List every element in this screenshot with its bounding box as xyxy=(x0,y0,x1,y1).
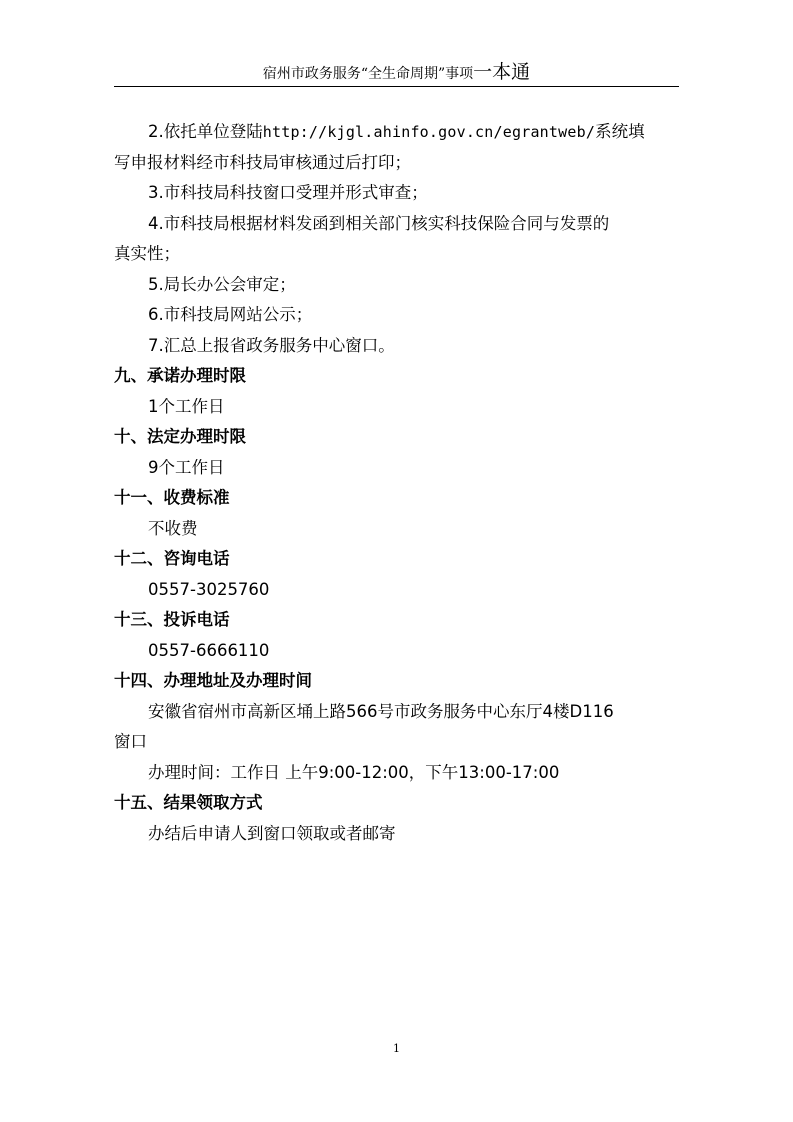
legal-time-value: 9个工作日 xyxy=(148,457,225,477)
step-2-continued: 写申报材料经市科技局审核通过后打印； xyxy=(114,152,411,172)
step-2-url: http://kjgl.ahinfo.gov.cn/egrantweb/ xyxy=(262,123,596,141)
promise-time-value: 1个工作日 xyxy=(148,396,225,416)
section-heading-legal-time: 十、法定办理时限 xyxy=(114,427,246,446)
step-3: 3.市科技局科技窗口受理并形式审查； xyxy=(148,183,428,202)
step-6: 6.市科技局网站公示； xyxy=(148,305,313,324)
section-heading-consult-phone: 十二、咨询电话 xyxy=(114,549,230,568)
step-4-continued: 真实性； xyxy=(114,244,180,263)
consult-phone-value: 0557-3025760 xyxy=(148,579,270,599)
header-divider xyxy=(114,86,679,87)
section-heading-complaint-phone: 十三、投诉电话 xyxy=(114,610,230,629)
fee-value: 不收费 xyxy=(148,518,198,538)
address-line-2: 窗口 xyxy=(114,732,147,751)
step-5: 5.局长办公会审定； xyxy=(148,274,296,294)
section-heading-promise-time: 九、承诺办理时限 xyxy=(114,366,246,385)
header-title: 宿州市政务服务“全生命周期”事项 xyxy=(262,66,474,82)
step-4: 4.市科技局根据材料发函到相关部门核实科技保险合同与发票的 xyxy=(148,213,610,233)
address-line-1: 安徽省宿州市高新区埇上路566号市政务服务中心东厅4楼D116 xyxy=(148,701,614,721)
page-header xyxy=(0,62,793,84)
step-2 xyxy=(114,117,679,148)
office-hours: 办理时间：工作日 上午9:00-12:00，下午13:00-17:00 xyxy=(148,762,560,782)
complaint-phone-value: 0557-6666110 xyxy=(148,640,270,660)
step-7: 7.汇总上报省政务服务中心窗口。 xyxy=(148,335,395,355)
section-heading-fee: 十一、收费标准 xyxy=(114,488,230,507)
step-2-suffix: 系统填 xyxy=(595,122,645,141)
result-value: 办结后申请人到窗口领取或者邮寄 xyxy=(148,823,396,843)
page-number: 1 xyxy=(393,1042,400,1055)
section-heading-result: 十五、结果领取方式 xyxy=(114,793,263,812)
header-title-suffix: 一本通 xyxy=(473,61,531,83)
section-heading-address: 十四、办理地址及办理时间 xyxy=(114,671,312,690)
document-body xyxy=(114,117,679,849)
step-2-prefix: 2.依托单位登陆 xyxy=(148,122,263,141)
